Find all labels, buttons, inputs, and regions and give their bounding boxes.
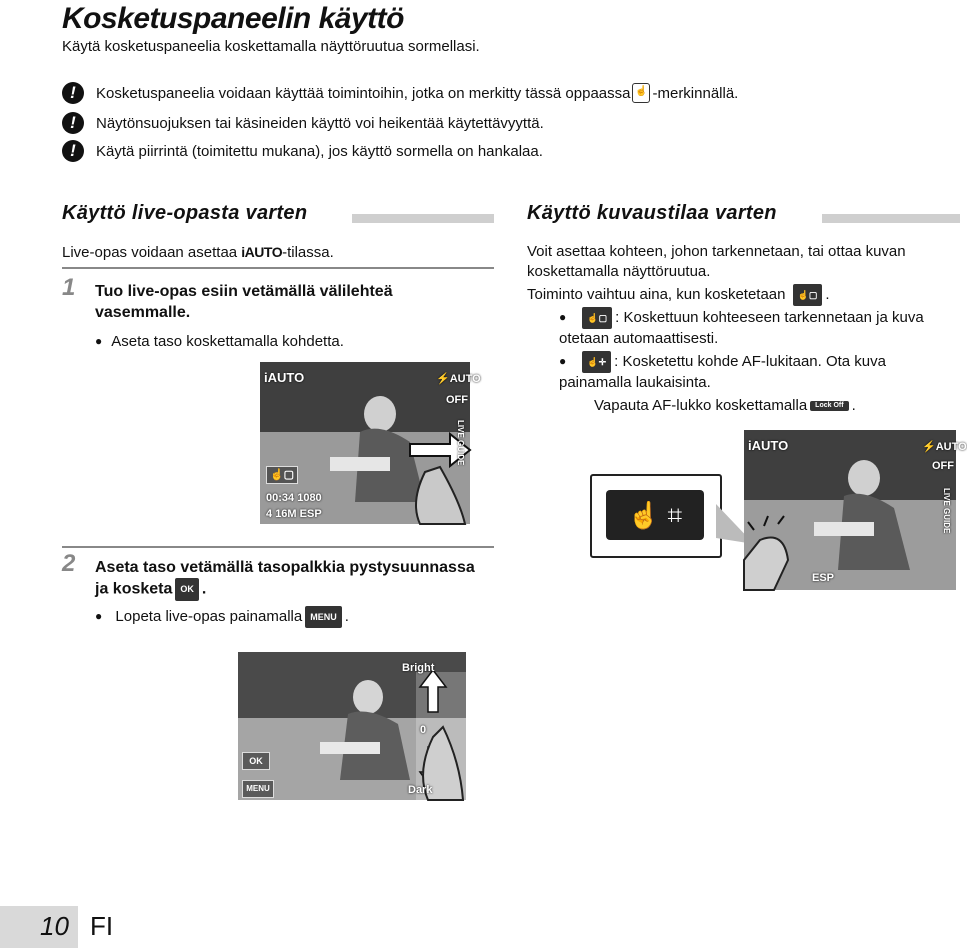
touch-panel-icon: ☝ bbox=[632, 83, 650, 103]
lock-off-icon: Lock Off bbox=[810, 401, 848, 411]
bright-label: Bright bbox=[402, 662, 435, 674]
photo-scene bbox=[238, 652, 466, 800]
right-bullet-2-note: Vapauta AF-lukko koskettamalla Lock Off . bbox=[594, 397, 856, 414]
warning-icon: ! bbox=[62, 140, 84, 162]
iauto-mode-label: iAUTO bbox=[241, 244, 283, 260]
intro-text: Live-opas voidaan asettaa bbox=[62, 244, 242, 261]
touch-shutter-large-icon: ☝ ⌗ bbox=[606, 490, 704, 540]
right-section-heading: Käyttö kuvaustilaa varten bbox=[527, 202, 777, 224]
flash-icon: ⚡AUTO bbox=[436, 373, 481, 385]
note-1-suffix: -merkinnällä. bbox=[652, 84, 739, 102]
note-3 bbox=[62, 140, 543, 162]
flash-icon: ⚡AUTO bbox=[922, 441, 967, 453]
right-paragraph-1: Voit asettaa kohteen, johon tarkennetaan, tai ottaa kuvan koskettamalla näyttöruutua. bbox=[527, 243, 906, 280]
step-2-number: 2 bbox=[62, 550, 76, 577]
menu-button[interactable]: MENU bbox=[242, 780, 274, 798]
self-timer-icon: OFF bbox=[932, 460, 954, 472]
recording-counter: 00:34 bbox=[266, 492, 295, 504]
camera-screen-shooting bbox=[744, 430, 967, 590]
metering-mode: ESP bbox=[812, 572, 835, 584]
dark-label: Dark bbox=[408, 784, 433, 796]
recording-time bbox=[266, 492, 322, 504]
step-2-instruction: Aseta taso vetämällä tasopalkkia pystysuunnassa ja kosketa bbox=[95, 559, 475, 598]
shot-count: 4 bbox=[266, 508, 273, 520]
photo-scene bbox=[744, 430, 956, 590]
touch-shutter-icon[interactable]: ☝▢ bbox=[266, 466, 298, 484]
touch-af-lock-icon: ☝✛ bbox=[582, 351, 611, 373]
divider bbox=[62, 267, 494, 269]
touch-shutter-icon: ☝▢ bbox=[582, 307, 612, 329]
note-1-text: Kosketuspaneelia voidaan käyttää toimintoihin, jotka on merkitty tässä oppaassa bbox=[96, 84, 631, 102]
warning-icon: ! bbox=[62, 82, 84, 104]
page-title: Kosketuspaneelin käyttö bbox=[62, 2, 404, 35]
camera-screen-live-guide bbox=[260, 362, 481, 524]
live-guide-tab[interactable]: LIVE GUIDE bbox=[942, 488, 951, 534]
intro-suffix: -tilassa. bbox=[282, 244, 334, 261]
right-bullet-2-text: : Kosketettu kohde AF-lukitaan. Ota kuva painamalla laukaisinta. bbox=[559, 352, 886, 391]
divider bbox=[62, 546, 494, 548]
note-1 bbox=[62, 82, 738, 104]
camera-screen-level-bar bbox=[238, 652, 466, 800]
right-paragraph-2: Toiminto vaihtuu aina, kun kosketetaan ☝▢ . bbox=[527, 284, 830, 306]
note-2-text: Näytönsuojuksen tai käsineiden käyttö voi heikentää käytettävyyttä. bbox=[96, 114, 544, 132]
warning-icon: ! bbox=[62, 112, 84, 134]
video-resolution: 1080 bbox=[297, 492, 322, 504]
level-zero-label: 0 bbox=[420, 724, 427, 736]
live-guide-tab[interactable]: LIVE GUIDE bbox=[456, 420, 465, 466]
step-2-bullet-text: Lopeta live-opas painamalla bbox=[115, 607, 303, 625]
iauto-mode-icon: iAUTO bbox=[748, 438, 789, 453]
iauto-mode-icon: iAUTO bbox=[264, 370, 305, 385]
right-paragraph-2-text: Toiminto vaihtuu aina, kun kosketetaan bbox=[527, 285, 786, 303]
step-1-number: 1 bbox=[62, 274, 76, 301]
page-subtitle: Käytä kosketuspaneelia koskettamalla näyttöruutua sormellasi. bbox=[62, 38, 480, 55]
left-intro bbox=[62, 242, 334, 263]
right-bullet-2 bbox=[559, 351, 954, 393]
step-1-text: Tuo live-opas esiin vetämällä välilehteä vasemmalle. bbox=[95, 283, 393, 321]
page-number: 10 bbox=[40, 911, 69, 941]
step-2-text: Aseta taso vetämällä tasopalkkia pystysuunnassa ja kosketa OK . bbox=[95, 557, 475, 601]
ok-button[interactable]: OK bbox=[242, 752, 270, 770]
image-size: 16M bbox=[275, 508, 297, 520]
touch-shutter-icon: ☝▢ bbox=[793, 284, 823, 306]
heading-rule bbox=[352, 214, 494, 223]
right-bullet-1 bbox=[559, 307, 954, 349]
shots-remaining bbox=[266, 508, 322, 520]
release-af-lock-text: Vapauta AF-lukko koskettamalla bbox=[594, 397, 808, 414]
note-2 bbox=[62, 112, 544, 134]
right-bullet-1-text: : Koskettuun kohteeseen tarkennetaan ja kuva otetaan automaattisesti. bbox=[559, 308, 924, 347]
note-3-text: Käytä piirrintä (toimitettu mukana), jos käyttö sormella on hankalaa. bbox=[96, 142, 543, 160]
left-section-heading: Käyttö live-opasta varten bbox=[62, 202, 308, 224]
step-2-bullet: ● Lopeta live-opas painamalla MENU . bbox=[95, 606, 349, 628]
heading-rule bbox=[822, 214, 960, 223]
touch-shutter-callout bbox=[590, 474, 722, 558]
step-1-bullet: ● Aseta taso koskettamalla kohdetta. bbox=[95, 332, 344, 352]
menu-button-icon: MENU bbox=[305, 606, 342, 628]
metering-mode: ESP bbox=[299, 508, 322, 520]
self-timer-icon: OFF bbox=[446, 394, 468, 406]
language-code: FI bbox=[90, 911, 114, 941]
ok-button-icon: OK bbox=[175, 578, 199, 601]
